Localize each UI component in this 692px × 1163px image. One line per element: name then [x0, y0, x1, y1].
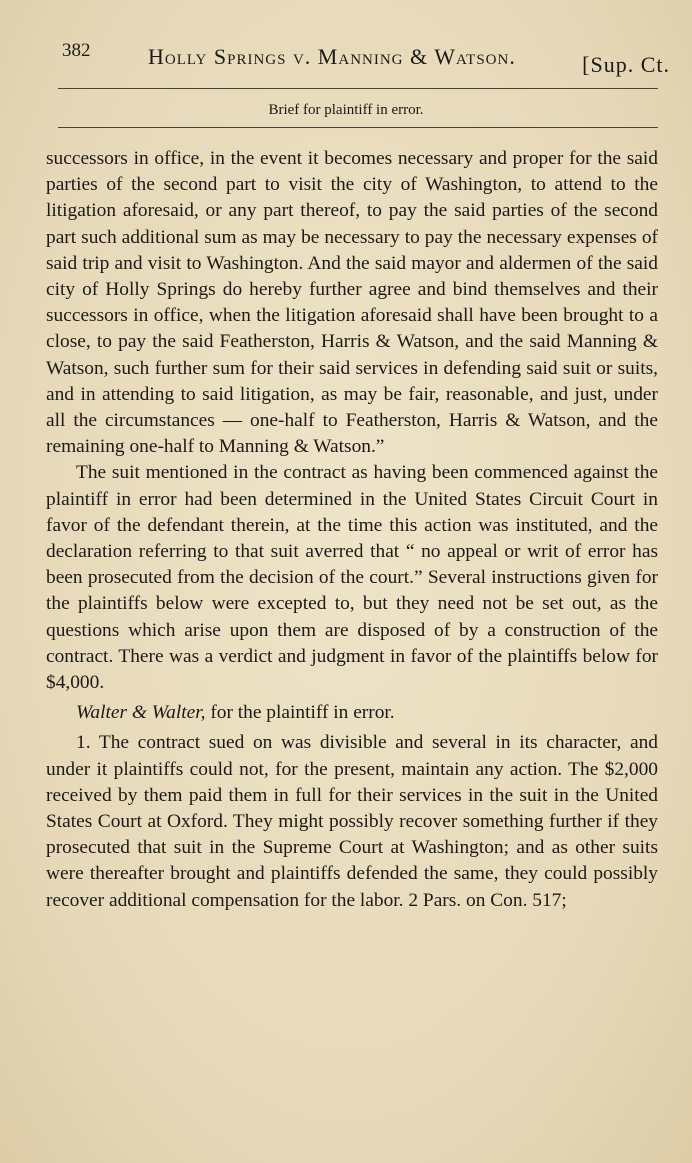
case-title: Holly Springs v. Manning & Watson. — [148, 44, 516, 69]
page-number: 382 — [62, 40, 91, 61]
header-rule-top — [58, 88, 658, 89]
running-head — [62, 40, 670, 80]
paragraph-argument-1: 1. The contract sued on was divisible and several in its character, and under it plaintiffs could not, for the present, maintain any action. The $2,000 received by them paid them in full for their services in the suit in the United States Court at Oxford. They might possibly recover something further if they prosecuted that suit in the Supreme Court at Washington; and as other suits were thereafter brought and plaintiffs defended the same, they could possibly recover additional compensation for the labor. 2 Pars. on Con. 517; — [46, 732, 658, 911]
body-text — [46, 146, 658, 914]
counsel-name: Walter & Walter, — [76, 702, 206, 724]
paragraph-counsel — [46, 700, 658, 726]
header-rule-bottom — [58, 127, 658, 128]
court-designation: [Sup. Ct. — [582, 52, 670, 77]
section-label: Brief for plaintiff in error. — [268, 102, 424, 118]
counsel-role: for the plaintiff in error. — [205, 702, 395, 724]
paragraph-contract-continuation: successors in office, in the event it becomes necessary and proper for the said parties of the second part to visit the city of Washington, to attend to the litigation aforesaid, or any part thereof, to pay the said parties of the second part such additional sum as may be necessary to pay the necessary expenses of said trip and visit to Washington. And the said mayor and aldermen of the said city of Holly Springs do hereby further agree and bind themselves and their successors in office, when the litigation aforesaid shall have been brought to a close, to pay the said Featherston, Harris & Watson, and the said Manning & Watson, such further sum for their said services in defending said suit or suits, and in attending to said litigation, as may be fair, reasonable, and just, under all the circumstances — one-half to Featherston, Harris & Watson, and the remaining one-half to Manning & Watson.” — [46, 148, 658, 458]
paragraph-case-facts: The suit mentioned in the contract as having been commenced against the plaintiff in error had been determined in the United States Circuit Court in favor of the defendant therein, at the time this action was instituted, and the declaration referring to that suit averred that “ no appeal or writ of error has been prosecuted from the decision of the court.” Several instructions given for the plaintiffs below were excepted to, but they need not be set out, as the questions which arise upon them are disposed of by a construction of the contract. There was a verdict and judgment in favor of the plaintiffs below for $4,000. — [46, 462, 658, 694]
